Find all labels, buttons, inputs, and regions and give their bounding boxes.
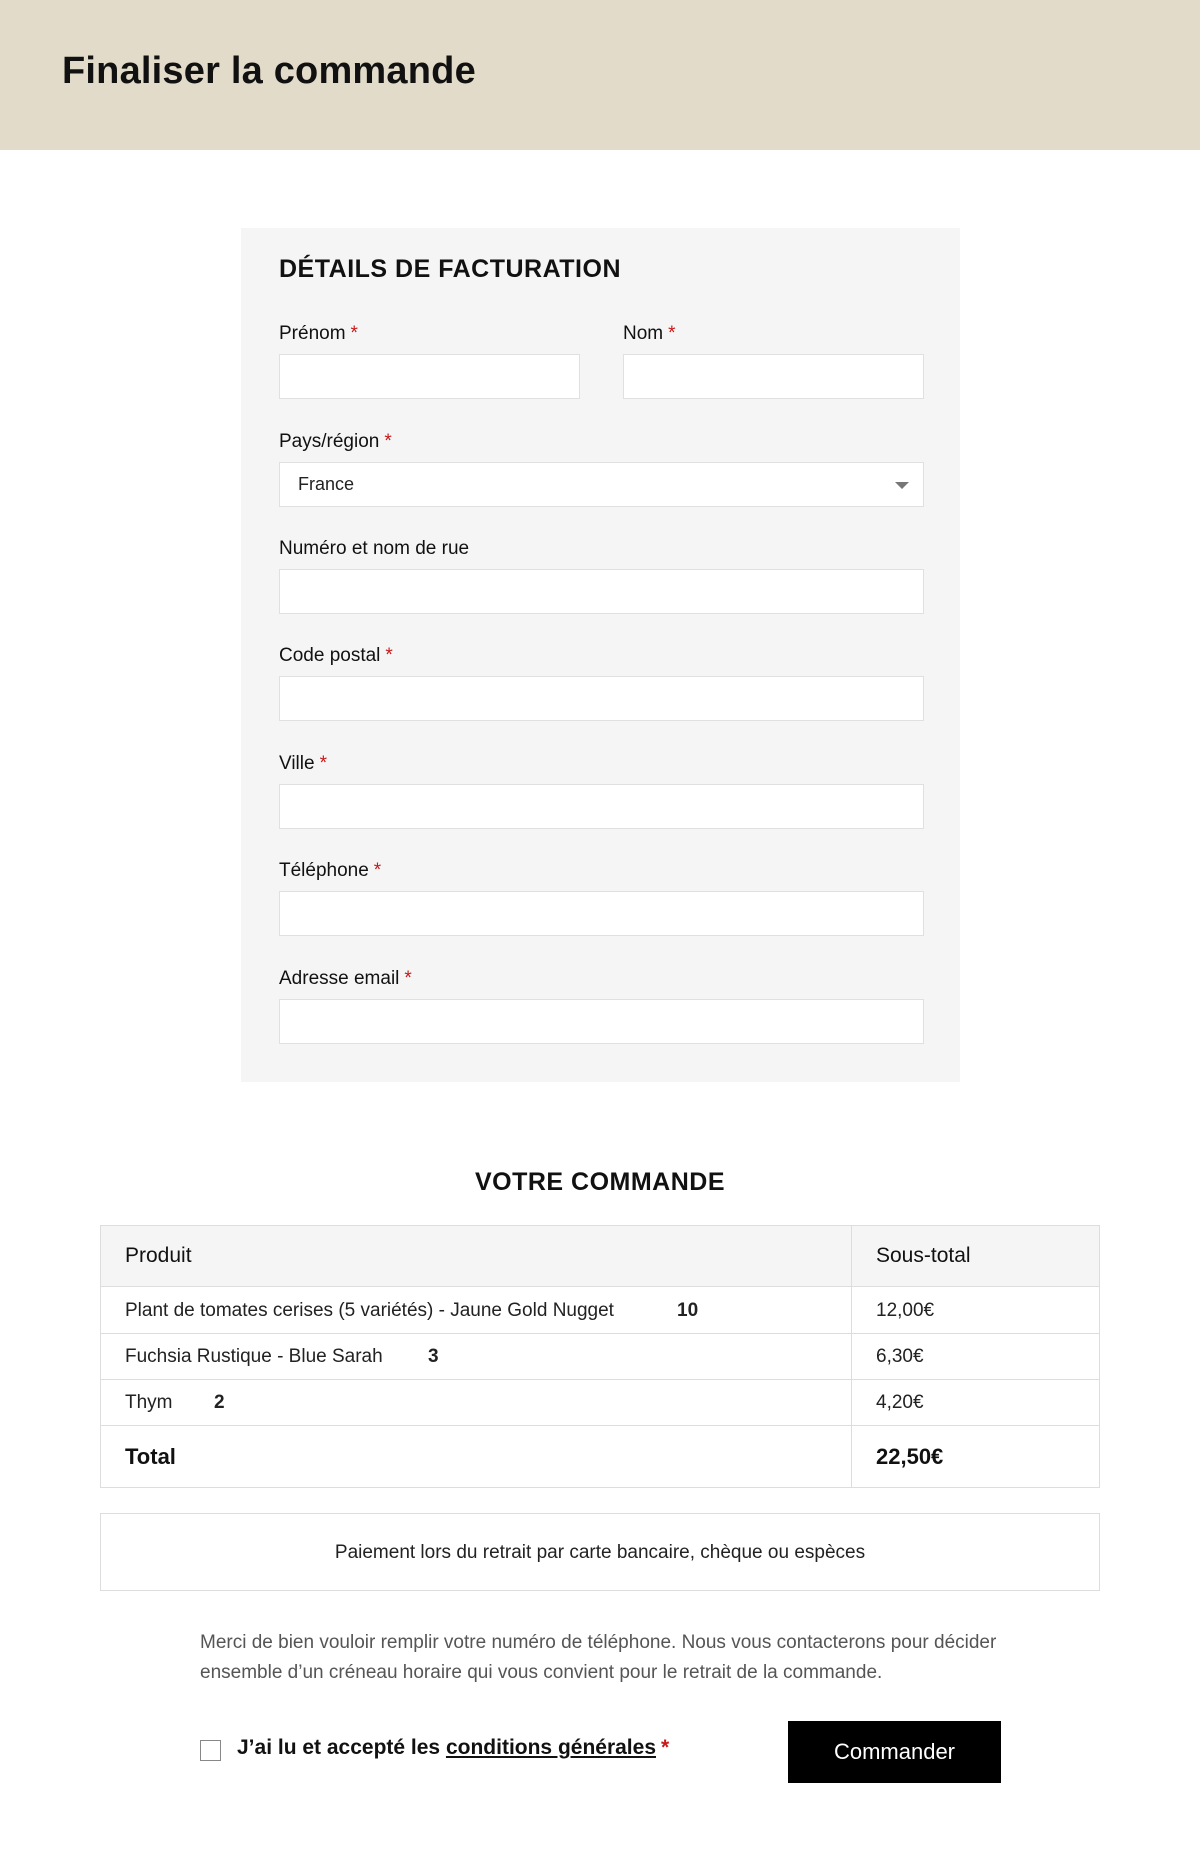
table-row [101,1380,1099,1426]
product-name: Plant de tomates cerises (5 variétés) - Jaune Gold Nugget [125,1300,614,1321]
first-name-input[interactable] [279,354,580,399]
column-header-product: Produit [125,1244,192,1267]
total-label: Total [125,1444,176,1469]
chevron-down-icon [895,482,909,489]
product-quantity: 10 [677,1300,699,1321]
order-table [100,1225,1100,1488]
last-name-label: Nom * [623,323,676,344]
country-label: Pays/région * [279,431,392,452]
pickup-info-text: Merci de bien vouloir remplir votre numéro de téléphone. Nous vous contacterons pour décider ensemble d’un créneau horaire qui vous convient pour le retrait de la commande. [200,1632,997,1683]
phone-input[interactable] [279,891,924,936]
phone-label: Téléphone * [279,860,382,881]
billing-title: DÉTAILS DE FACTURATION [279,255,622,283]
street-input[interactable] [279,569,924,614]
billing-details-section [241,228,960,1082]
postcode-label: Code postal * [279,645,393,666]
product-subtotal: 6,30€ [876,1346,924,1367]
product-quantity: 3 [428,1346,439,1367]
product-subtotal: 12,00€ [876,1300,935,1321]
table-row [101,1288,1099,1334]
postcode-input[interactable] [279,676,924,721]
product-name: Fuchsia Rustique - Blue Sarah [125,1346,383,1367]
terms-prefix: J’ai lu et accepté les [237,1736,441,1759]
product-name: Thym [125,1392,173,1413]
city-input[interactable] [279,784,924,829]
page-title: Finaliser la commande [62,50,476,92]
required-asterisk: * [385,645,393,666]
payment-method-box [100,1513,1100,1591]
terms-checkbox[interactable] [200,1740,221,1761]
order-title: VOTRE COMMANDE [474,1168,726,1196]
terms-label [237,1736,669,1760]
product-subtotal: 4,20€ [876,1392,924,1413]
payment-method-text: Paiement lors du retrait par carte bancaire, chèque ou espèces [334,1542,866,1563]
terms-link[interactable]: conditions générales [445,1736,657,1759]
email-label: Adresse email * [279,968,412,989]
required-asterisk: * [350,323,358,344]
country-select[interactable] [279,462,924,507]
product-quantity: 2 [214,1392,225,1413]
required-asterisk: * [319,753,327,774]
last-name-input[interactable] [623,354,924,399]
email-input[interactable] [279,999,924,1044]
required-asterisk: * [384,431,392,452]
column-divider [851,1226,852,1487]
table-header-row [101,1226,1099,1287]
required-asterisk: * [404,968,412,989]
country-selected-value: France [298,474,355,494]
column-header-subtotal: Sous-total [876,1244,971,1267]
total-value: 22,50€ [876,1444,944,1469]
city-label: Ville * [279,753,327,774]
commander-button[interactable]: Commander [788,1721,1001,1783]
required-asterisk: * [661,1736,670,1759]
street-label: Numéro et nom de rue [279,538,470,559]
table-row [101,1334,1099,1380]
page-header [0,0,1200,150]
required-asterisk: * [668,323,676,344]
required-asterisk: * [373,860,382,881]
total-row [101,1426,1099,1487]
first-name-label: Prénom * [279,323,358,344]
